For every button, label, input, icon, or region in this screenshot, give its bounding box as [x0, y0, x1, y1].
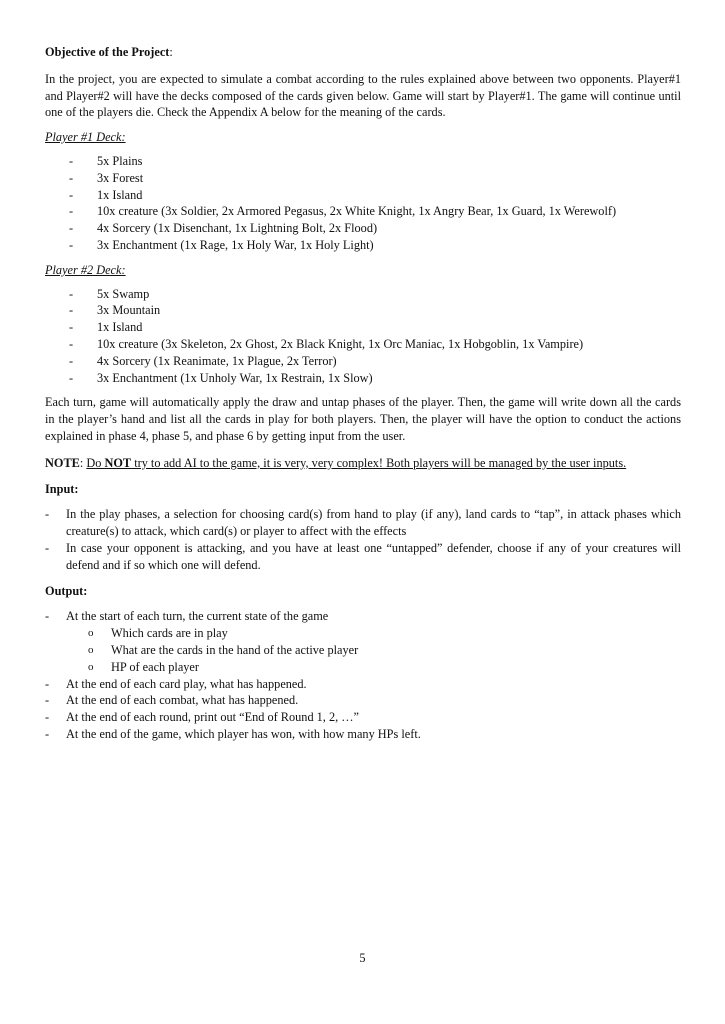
sub-list-item	[45, 659, 681, 676]
list-item	[45, 506, 681, 540]
list-item-text: 10x creature (3x Skeleton, 2x Ghost, 2x Black Knight, 1x Orc Maniac, 1x Hobgoblin, 1x Vampire)	[97, 336, 584, 351]
list-item-text: 3x Mountain	[97, 303, 161, 318]
dash-bullet: -	[69, 303, 74, 318]
dash-bullet: -	[69, 187, 74, 202]
list-item	[45, 237, 681, 254]
dash-bullet: -	[45, 609, 50, 624]
list-item-text: 5x Plains	[97, 153, 143, 168]
list-item-text: At the end of each combat, what has happened.	[66, 693, 299, 708]
dash-bullet: -	[45, 676, 50, 691]
turn-description: Each turn, game will automatically apply the draw and untap phases of the player. Then, the game will write down all the cards in the player’s hand and list all the cards in play for both players. Then, the player will have the option to conduct the actions explained in phase 4, phase 5, and phase 6 by getting input from the user.	[45, 395, 681, 443]
output-heading: Output:	[45, 583, 88, 598]
circle-bullet: o	[88, 660, 94, 673]
list-item-text: 10x creature (3x Soldier, 2x Armored Pegasus, 2x White Knight, 1x Angry Bear, 1x Guard, 1x Werewolf)	[97, 204, 617, 219]
circle-bullet: o	[88, 627, 94, 640]
player2-deck-list	[45, 286, 681, 387]
list-item	[45, 187, 681, 204]
note-label: NOTE	[45, 455, 80, 470]
list-item-text: 5x Swamp	[97, 286, 150, 301]
dash-bullet: -	[69, 353, 74, 368]
list-item	[45, 676, 681, 693]
list-item-text: 4x Sorcery (1x Reanimate, 1x Plague, 2x Terror)	[97, 353, 337, 368]
note-text	[86, 456, 626, 470]
list-item	[45, 608, 681, 625]
list-item	[45, 370, 681, 387]
objective-colon: :	[169, 45, 173, 59]
output-list	[45, 608, 681, 625]
list-item-text: 3x Enchantment (1x Unholy War, 1x Restrain, 1x Slow)	[97, 370, 373, 385]
dash-bullet: -	[45, 540, 50, 555]
list-item-text: In case your opponent is attacking, and you have at least one “untapped” defender, choose if any of your creatures will defend and if so which one will defend.	[66, 540, 681, 572]
note-bold: NOT	[104, 455, 132, 470]
list-item	[45, 220, 681, 237]
dash-bullet: -	[69, 336, 74, 351]
dash-bullet: -	[69, 286, 74, 301]
list-item-text: 4x Sorcery (1x Disenchant, 1x Lightning Bolt, 2x Flood)	[97, 221, 378, 236]
circle-bullet: o	[88, 643, 94, 656]
dash-bullet: -	[45, 507, 50, 522]
list-item	[45, 726, 681, 743]
dash-bullet: -	[69, 170, 74, 185]
player1-deck-list	[45, 153, 681, 254]
list-item-text: At the end of each card play, what has happened.	[66, 676, 307, 691]
note-paragraph	[45, 455, 681, 472]
output-sub-list	[45, 625, 681, 675]
sub-list-item-text: Which cards are in play	[111, 626, 228, 641]
dash-bullet: -	[69, 204, 74, 219]
input-heading: Input:	[45, 481, 79, 496]
dash-bullet: -	[69, 320, 74, 335]
note-colon: :	[79, 455, 87, 470]
list-item	[45, 540, 681, 574]
list-item-text: 1x Island	[97, 320, 143, 335]
input-list	[45, 506, 681, 573]
page-number: 5	[359, 951, 366, 965]
sub-list-item	[45, 625, 681, 642]
list-item-text: At the start of each turn, the current state of the game	[66, 609, 329, 624]
sub-list-item-text: HP of each player	[111, 659, 199, 674]
list-item	[45, 709, 681, 726]
list-item	[45, 286, 681, 303]
dash-bullet: -	[69, 237, 74, 252]
dash-bullet: -	[45, 693, 50, 708]
list-item	[45, 170, 681, 187]
list-item	[45, 336, 681, 353]
list-item	[45, 353, 681, 370]
sub-list-item-text: What are the cards in the hand of the active player	[111, 642, 359, 657]
objective-heading: Objective of the Project	[45, 45, 170, 59]
list-item-text: At the end of the game, which player has won, with how many HPs left.	[66, 726, 421, 741]
dash-bullet: -	[69, 370, 74, 385]
note-part2: try to add AI to the game, it is very, very complex! Both players will be managed by the user inputs.	[131, 455, 627, 470]
dash-bullet: -	[45, 726, 50, 741]
player2-deck-title: Player #2 Deck:	[45, 262, 126, 277]
document-page	[45, 44, 681, 743]
objective-heading-line	[45, 44, 681, 61]
list-item-text: 3x Enchantment (1x Rage, 1x Holy War, 1x Holy Light)	[97, 237, 374, 252]
player1-deck-title: Player #1 Deck:	[45, 130, 126, 145]
list-item	[45, 319, 681, 336]
dash-bullet: -	[69, 153, 74, 168]
list-item-text: At the end of each round, print out “End of Round 1, 2, …”	[66, 710, 360, 725]
dash-bullet: -	[45, 710, 50, 725]
note-part1: Do	[86, 455, 105, 470]
sub-list-item	[45, 642, 681, 659]
objective-intro: In the project, you are expected to simulate a combat according to the rules explained above between two opponents. Player#1 and Player#2 will have the decks composed of the cards given below. Game will start by Player#1. The game will continue until one of the players die. Check the Appendix A below for the meaning of the cards.	[45, 71, 681, 120]
list-item	[45, 153, 681, 170]
list-item	[45, 203, 681, 220]
list-item	[45, 692, 681, 709]
list-item-text: In the play phases, a selection for choosing card(s) from hand to play (if any), land cards to “tap”, in attack phases which creature(s) to attack, which card(s) or player to affect with the effects	[66, 507, 681, 539]
list-item-text: 1x Island	[97, 187, 143, 202]
list-item	[45, 302, 681, 319]
output-list-continued	[45, 676, 681, 743]
list-item-text: 3x Forest	[97, 170, 144, 185]
dash-bullet: -	[69, 221, 74, 236]
